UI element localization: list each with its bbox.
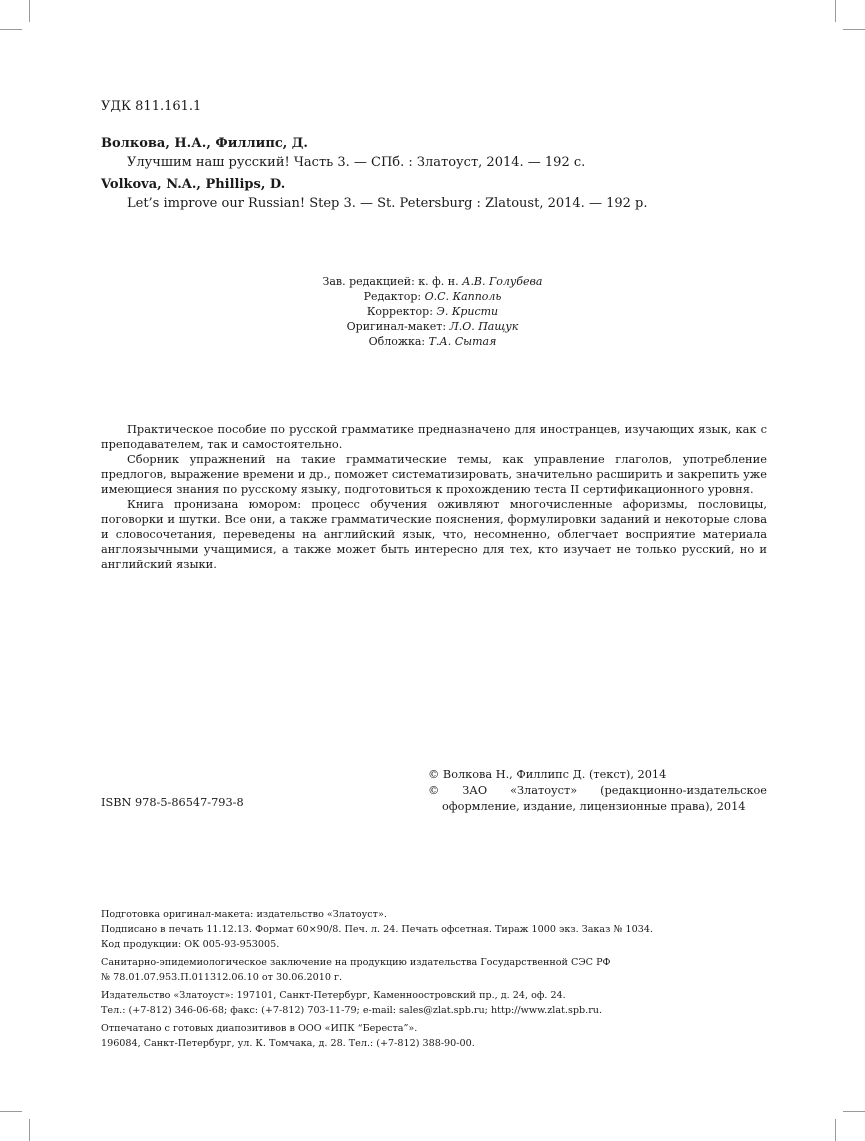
title-ru: Улучшим наш русский! Часть 3. — СПб. : Златоуст, 2014. — 192 с. xyxy=(127,155,586,170)
imprint xyxy=(101,907,653,1054)
credit-line: Обложка: Т.А. Сытая xyxy=(368,335,497,348)
isbn: ISBN 978-5-86547-793-8 xyxy=(101,796,244,809)
crop-mark xyxy=(0,1111,22,1112)
abstract-paragraph: Книга пронизана юмором: процесс обучения оживляют многочисленные афоризмы, пословицы, поговорки и шутки. Все они, а также грамматические пояснения, формулировки заданий и некоторые слова и словосочетания, переведены на английский язык, что, несомненно, облегчает восприятие материала англоязычными учащимися, а также может быть интересно для тех, кто изучает не только русский, но и английский языки. xyxy=(101,497,767,571)
crop-mark xyxy=(843,1111,865,1112)
abstract-paragraph: Практическое пособие по русской грамматике предназначено для иностранцев, изучающих язык, как с преподавателем, так и самостоятельно. xyxy=(101,422,767,451)
imprint-line: № 78.01.07.953.П.011312.06.10 от 30.06.2010 г. xyxy=(101,972,343,983)
imprint-line: Тел.: (+7-812) 346-06-68; факс: (+7-812) 703-11-79; e-mail: sales@zlat.spb.ru; http://www.zlat.spb.ru. xyxy=(101,1005,603,1016)
crop-mark xyxy=(29,0,30,22)
imprint-line: Отпечатано с готовых диапозитивов в ООО «ИПК “Береста”». xyxy=(101,1023,418,1034)
credit-line: Зав. редакцией: к. ф. н. А.В. Голубева xyxy=(322,275,543,288)
bibliography-en xyxy=(101,175,647,213)
crop-mark xyxy=(835,1119,836,1141)
imprint-line: Подписано в печать 11.12.13. Формат 60×90/8. Печ. л. 24. Печать офсетная. Тираж 1000 экз. Заказ № 1034. xyxy=(101,924,654,935)
authors-en: Volkova, N.A., Phillips, D. xyxy=(101,177,286,192)
imprint-line: 196084, Санкт-Петербург, ул. К. Томчака, д. 28. Тел.: (+7-812) 388-90-00. xyxy=(101,1038,475,1049)
imprint-line: Код продукции: ОК 005-93-953005. xyxy=(101,939,280,950)
bibliography-ru xyxy=(101,134,585,172)
credit-line: Редактор: О.С. Капполь xyxy=(363,290,502,303)
udk-code: УДК 811.161.1 xyxy=(101,99,202,114)
imprint-line: Подготовка оригинал-макета: издательство «Златоуст». xyxy=(101,909,387,920)
crop-mark xyxy=(0,29,22,30)
crop-mark xyxy=(835,0,836,22)
credit-line: Оригинал-макет: Л.О. Пащук xyxy=(346,320,519,333)
crop-mark xyxy=(29,1119,30,1141)
authors-ru: Волкова, Н.А., Филлипс, Д. xyxy=(101,136,308,151)
copyright-line: © Волкова Н., Филлипс Д. (текст), 2014 xyxy=(428,768,667,781)
editorial-credits xyxy=(0,274,865,349)
abstract-paragraph: Сборник упражнений на такие грамматические темы, как управление глаголов, употребление предлогов, выражение времени и др., поможет систематизировать, значительно расширить и закрепить уже имеющиеся знания по русскому языку, подготовиться к прохождению теста II сертификационного уровня. xyxy=(101,452,767,496)
crop-mark xyxy=(843,29,865,30)
imprint-line: Санитарно-эпидемиологическое заключение на продукцию издательства Государственной СЭС РФ xyxy=(101,957,611,968)
title-en: Let’s improve our Russian! Step 3. — St. Petersburg : Zlatoust, 2014. — 192 p. xyxy=(127,196,648,211)
imprint-line: Издательство «Златоуст»: 197101, Санкт-Петербург, Каменноостровский пр., д. 24, оф. 24. xyxy=(101,990,566,1001)
abstract xyxy=(101,422,767,572)
copyright-line: © ЗАО «Златоуст» (редакционно-издательское оформление, издание, лицензионные права), 2014 xyxy=(428,784,767,813)
credit-line: Корректор: Э. Кристи xyxy=(366,305,499,318)
copyright-block xyxy=(428,767,767,815)
